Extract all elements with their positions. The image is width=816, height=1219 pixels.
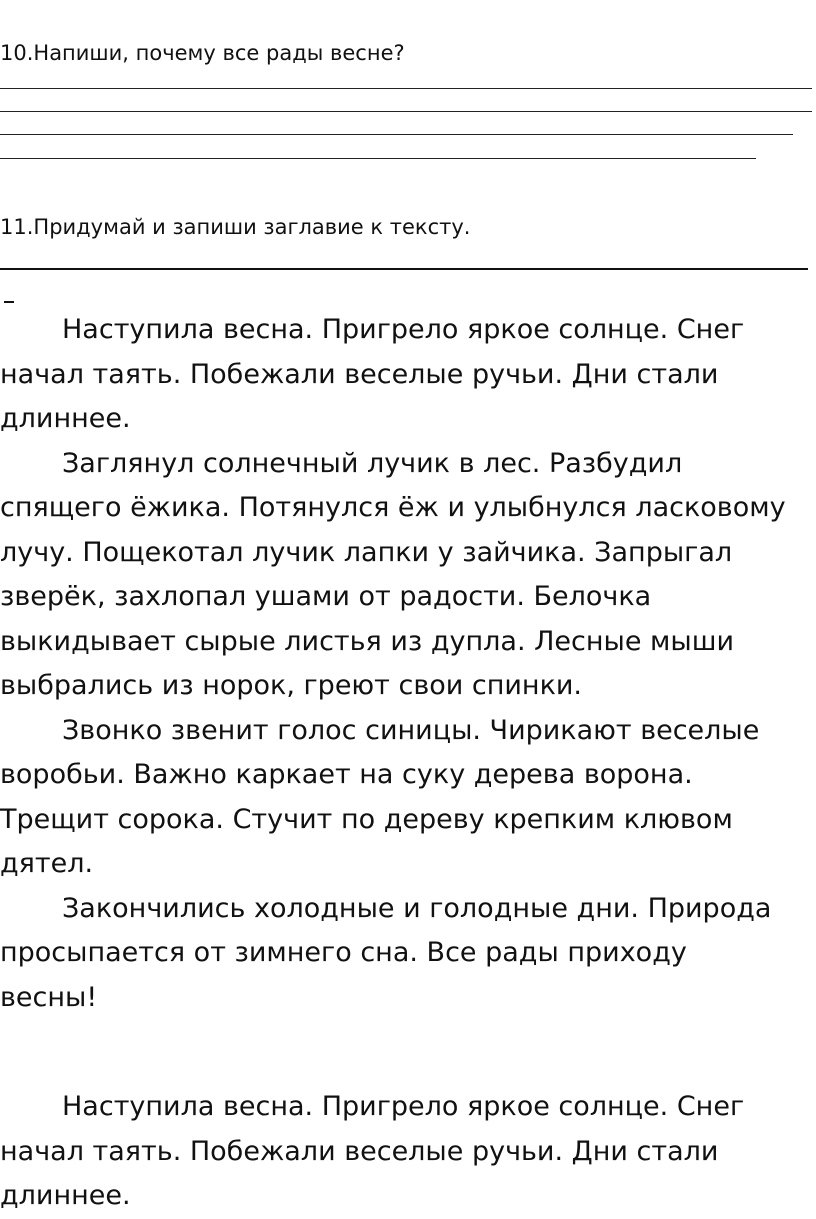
story-paragraph: Наступила весна. Пригрело яркое солнце. Снег начал таять. Побежали веселые ручьи. Дни стали длиннее.	[0, 314, 745, 434]
story-text	[0, 308, 812, 1020]
answer-line-4[interactable]	[0, 158, 756, 159]
story-repeat-text	[0, 1085, 812, 1219]
question-10: 10.Напиши, почему все рады весне?	[0, 41, 405, 65]
answer-line-2[interactable]	[0, 111, 812, 112]
title-answer-line[interactable]	[0, 268, 808, 270]
answer-line-1[interactable]	[0, 88, 812, 89]
story-paragraph: Звонко звенит голос синицы. Чирикают веселые воробьи. Важно каркает на суку дерева ворона. Трещит сорока. Стучит по дереву крепким клювом дятел.	[0, 714, 760, 879]
story-paragraph: Закончились холодные и голодные дни. Природа просыпается от зимнего сна. Все рады приходу весны!	[0, 892, 772, 1013]
answer-line-3[interactable]	[0, 134, 793, 135]
stray-mark	[4, 301, 14, 303]
question-11: 11.Придумай и запиши заглавие к тексту.	[0, 215, 471, 239]
story-paragraph: Заглянул солнечный лучик в лес. Разбудил спящего ёжика. Потянулся ёж и улыбнулся ласковому лучу. Пощекотал лучик лапки у зайчика. Запрыгал зверёк, захлопал ушами от радости. Белочка выкидывает сырые листья из дупла. Лесные мыши выбрались из норок, греют свои спинки.	[0, 447, 786, 701]
story-paragraph: Наступила весна. Пригрело яркое солнце. Снег начал таять. Побежали веселые ручьи. Дни стали длиннее.	[0, 1091, 745, 1211]
